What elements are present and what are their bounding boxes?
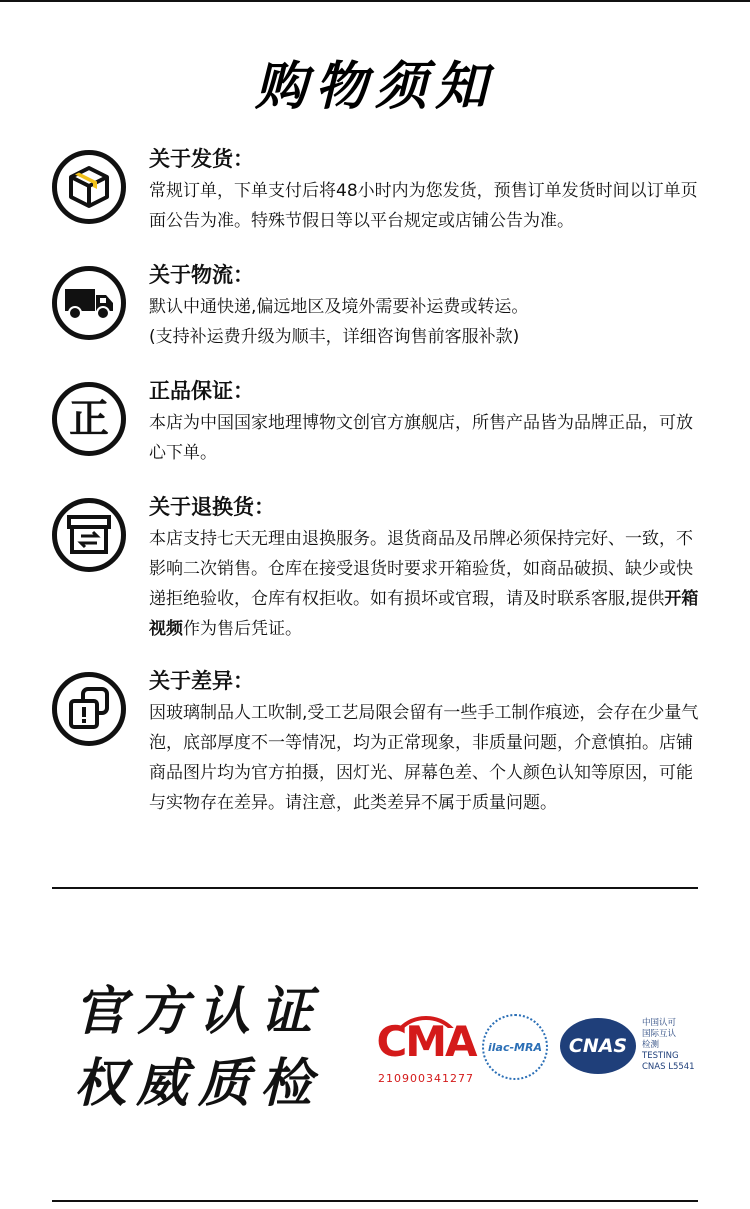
- cnas-side-line: 检测: [642, 1040, 660, 1050]
- section-text-line: (支持补运费升级为顺丰，详细咨询售前客服补款): [149, 327, 520, 347]
- section-returns: [52, 495, 702, 643]
- cnas-text: CNAS: [568, 1035, 628, 1057]
- cert-heading-line2: 权威质检: [74, 1054, 323, 1114]
- cnas-side-line: 国际互认: [642, 1029, 677, 1039]
- cma-text: CMA: [376, 1017, 476, 1066]
- section-title: 关于发货：: [149, 147, 254, 171]
- section-title: 关于物流：: [149, 263, 254, 287]
- top-border-line: [0, 0, 750, 2]
- delivery-truck-icon: [52, 266, 126, 340]
- page-title: 购物须知: [254, 57, 495, 117]
- section-text: 本店为中国国家地理博物文创官方旗舰店，所售产品皆为品牌正品，可放心下单。: [149, 413, 693, 463]
- section-text: 因玻璃制品人工吹制,受工艺局限会留有一些手工制作痕迹，会存在少量气泡，底部厚度不一等情况，均为正常现象，非质量问题，介意慎拍。店铺商品图片均为官方拍摄，因灯光、屏幕色差、个人颜色认知等原因，可能与实物存在差异。请注意，此类差异不属于质量问题。: [149, 703, 699, 813]
- cma-logo: [374, 1014, 478, 1070]
- section-shipping: [52, 147, 702, 231]
- section-body: [149, 669, 702, 818]
- warning-exclamation-icon: [52, 672, 126, 746]
- cma-number: 210900341277: [378, 1072, 474, 1085]
- section-text-line: 默认中通快递,偏远地区及境外需要补运费或转运。: [149, 297, 529, 317]
- ilac-mra-logo: [482, 1014, 548, 1080]
- genuine-zheng-char: 正: [69, 396, 109, 442]
- cert-heading-line1: 官方认证: [74, 982, 323, 1042]
- section-title: 关于退换货：: [149, 495, 275, 519]
- section-text: [149, 292, 702, 352]
- section-differences: [52, 669, 702, 842]
- cnas-logo: [560, 1018, 636, 1074]
- cnas-side-line: TESTING: [642, 1051, 679, 1061]
- section-text: 常规订单，下单支付后将48小时内为您发货，预售订单发货时间以订单页面公告为准。特殊节假日等以平台规定或店铺公告为准。: [149, 181, 698, 231]
- section-text-part: 作为售后凭证。: [183, 619, 302, 639]
- certification-logos: [374, 1010, 704, 1100]
- genuine-zheng-icon: [52, 382, 126, 456]
- section-text: [149, 524, 702, 644]
- cnas-side-line: CNAS L5541: [642, 1062, 695, 1072]
- section-body: [149, 263, 702, 352]
- package-box-icon: [52, 150, 126, 224]
- divider-line-bottom: [52, 1200, 698, 1202]
- cnas-side-text: [642, 1018, 695, 1073]
- divider-line: [52, 887, 698, 889]
- section-body: [149, 379, 702, 468]
- section-title: 正品保证：: [149, 379, 254, 403]
- section-text-part: 本店支持七天无理由退换服务。退货商品及吊牌必须保持完好、一致，不影响二次销售。仓库在接受退货时要求开箱验货，如商品破损、缺少或快递拒绝验收，仓库有权拒收。如有损坏或官瑕，请及时联系客服,提供: [149, 529, 693, 609]
- ilac-mra-text: ilac-MRA: [488, 1040, 542, 1054]
- section-body: [149, 495, 702, 644]
- section-logistics: [52, 263, 702, 347]
- return-box-icon: [52, 498, 126, 572]
- section-genuine: [52, 379, 702, 463]
- section-body: [149, 147, 702, 236]
- cnas-side-line: 中国认可: [642, 1018, 677, 1028]
- section-text-bold: 开箱视频: [149, 589, 699, 639]
- section-title: 关于差异：: [149, 669, 254, 693]
